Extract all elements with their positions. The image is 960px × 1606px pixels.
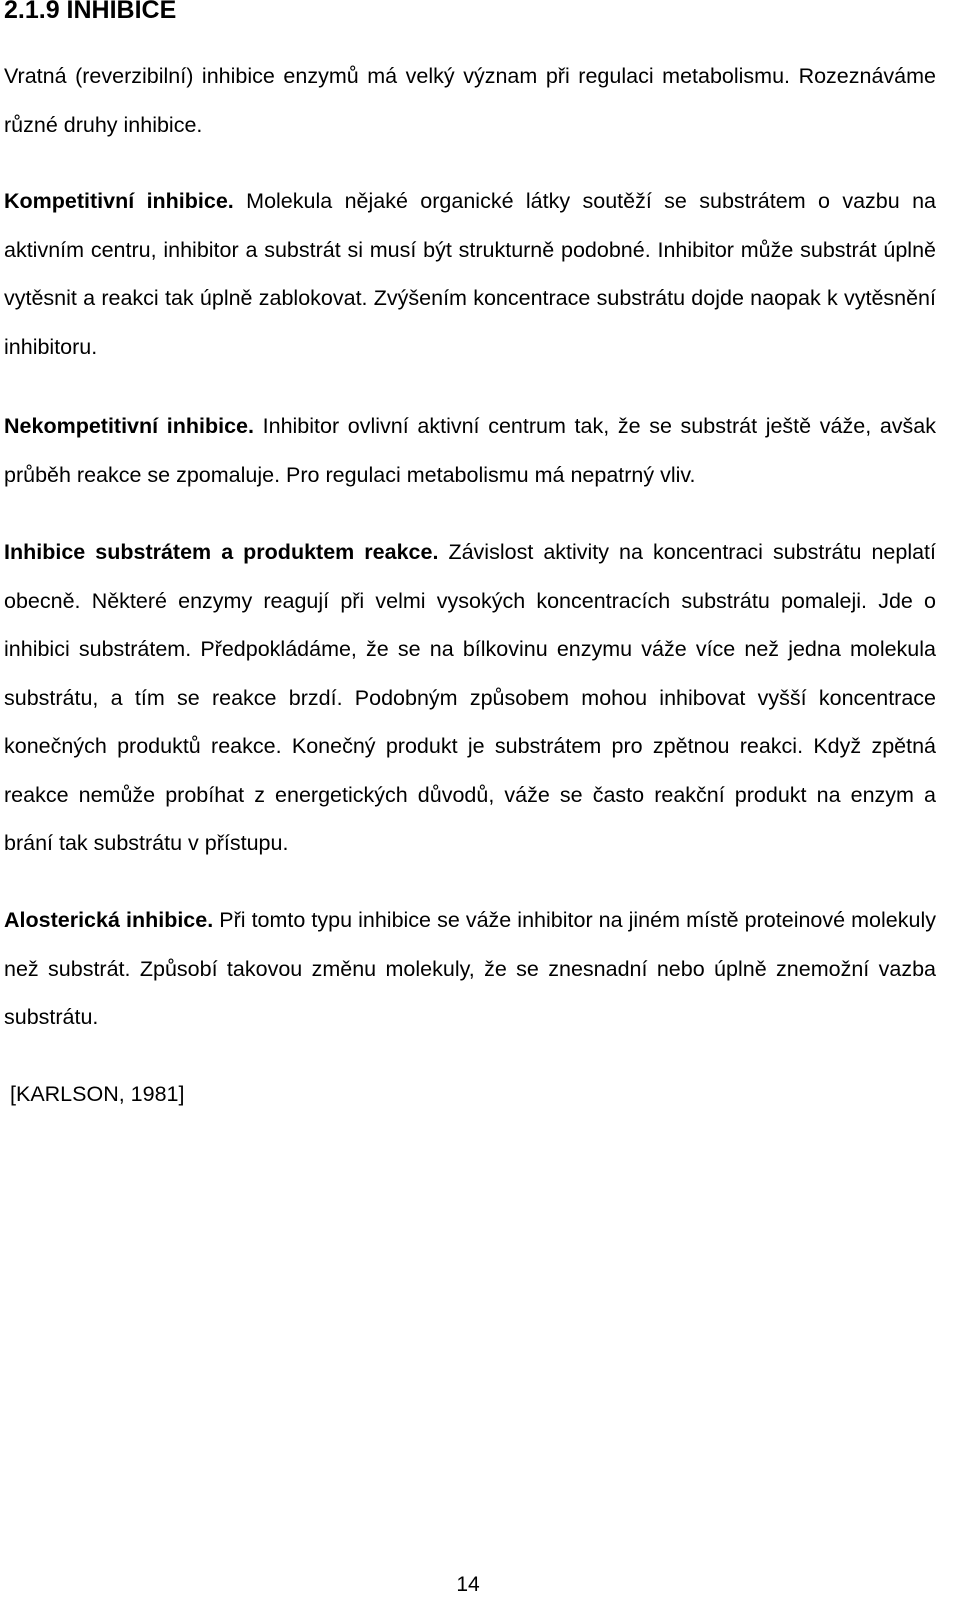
citation: [KARLSON, 1981] [10,1082,185,1106]
paragraph-intro: Vratná (reverzibilní) inhibice enzymů má velký význam při regulaci metabolismu. Rozeznáváme různé druhy inhibice. [4,64,936,137]
term-allosteric-inhibition: Alosterická inhibice. [4,908,214,932]
section-heading: 2.1.9 INHIBICE [4,0,177,24]
page-number: 14 [456,1573,480,1596]
term-competitive-inhibition: Kompetitivní inhibice. [4,189,234,213]
text-competitive-inhibition: Molekula nějaké organické látky soutěží se substrátem o vazbu na aktivním centru, inhibitor a substrát si musí být strukturně podobné. Inhibitor může substrát úplně vytěsnit a reakci tak úplně zablokovat. Zvýšením koncentrace substrátu dojde naopak k vytěsnění inhibitoru. [4,189,936,359]
paragraph-noncompetitive-inhibition [4,402,936,499]
term-substrate-product-inhibition: Inhibice substrátem a produktem reakce. [4,540,439,564]
paragraph-competitive-inhibition [4,177,936,371]
paragraph-allosteric-inhibition [4,896,936,1042]
paragraph-substrate-product-inhibition [4,528,936,868]
term-noncompetitive-inhibition: Nekompetitivní inhibice. [4,414,254,438]
text-substrate-product-inhibition: Závislost aktivity na koncentraci substrátu neplatí obecně. Některé enzymy reagují při velmi vysokých koncentracích substrátu pomaleji. Jde o inhibici substrátem. Předpokládáme, že se na bílkovinu enzymu váže více než jedna molekula substrátu, a tím se reakce brzdí. Podobným způsobem mohou inhibovat vyšší koncentrace konečných produktů reakce. Konečný produkt je substrátem pro zpětnou reakci. Když zpětná reakce nemůže probíhat z energetických důvodů, váže se často reakční produkt na enzym a brání tak substrátu v přístupu. [4,540,936,855]
text-noncompetitive-inhibition: Inhibitor ovlivní aktivní centrum tak, že se substrát ještě váže, avšak průběh reakce se zpomaluje. Pro regulaci metabolismu má nepatrný vliv. [4,414,936,487]
text-allosteric-inhibition: Při tomto typu inhibice se váže inhibitor na jiném místě proteinové molekuly než substrát. Způsobí takovou změnu molekuly, že se znesnadní nebo úplně znemožní vazba substrátu. [4,908,936,1029]
